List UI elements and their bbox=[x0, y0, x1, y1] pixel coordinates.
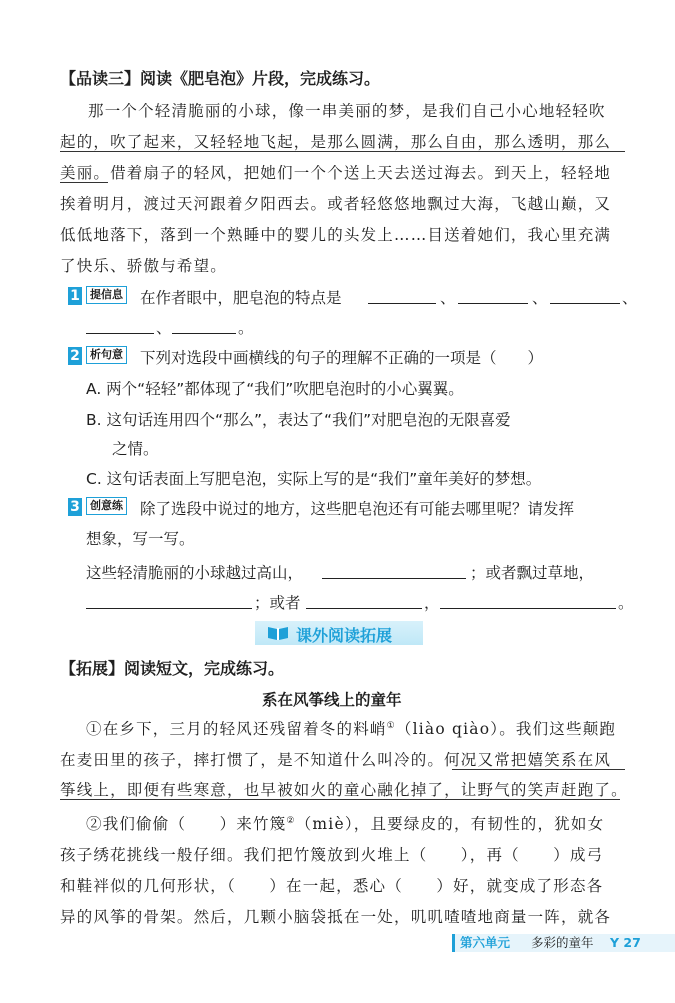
article-title: 系在风筝线上的童年 bbox=[262, 691, 402, 709]
q3-text-line-1: 除了选段中说过的地方，这些肥皂泡还有可能去哪里呢？请发挥 bbox=[140, 500, 575, 518]
q3-blank-3[interactable] bbox=[306, 608, 422, 609]
q3-fill-start: 这些轻清脆丽的小球越过高山， bbox=[86, 564, 304, 582]
q1-sep-1: 、 bbox=[440, 289, 456, 307]
q1-blank-2[interactable] bbox=[458, 303, 528, 304]
passage-line-4: 挨着明月，渡过天河跟着夕阳西去。或者轻悠悠地飘过大海，飞越山巅，又 bbox=[60, 195, 612, 213]
article-p2-line-1 bbox=[86, 812, 604, 834]
passage-line-5: 低低地落下，落到一个熟睡中的婴儿的头发上……目送着她们，我心里充满 bbox=[60, 226, 612, 244]
q3-fill-end: 。 bbox=[618, 594, 634, 612]
article-p2-line-1-rest: （miè），且要绿皮的，有韧性的，犹如女 bbox=[295, 815, 605, 833]
passage-line-3-rest: 借着扇子的轻风，把她们一个个送上天去送过海去。到天上，轻轻地 bbox=[110, 164, 612, 182]
section-band-title: 课外阅读拓展 bbox=[296, 626, 393, 645]
article-p1-line-1 bbox=[86, 717, 616, 739]
question-tag-chuangyilian: 创意练 bbox=[86, 497, 127, 515]
q1-blank-3[interactable] bbox=[550, 303, 620, 304]
open-book-icon bbox=[266, 624, 290, 642]
footnote-marker-1: ① bbox=[386, 720, 396, 731]
q2-option-b-cont: 之情。 bbox=[112, 440, 159, 458]
question-tag-xijuyi: 析句意 bbox=[86, 346, 127, 364]
question-number-3: 3 bbox=[68, 498, 82, 516]
q1-sep-2: 、 bbox=[532, 289, 548, 307]
footer-separator bbox=[452, 934, 455, 952]
q1-sep-3: 、 bbox=[622, 289, 638, 307]
q1-end: 。 bbox=[238, 319, 254, 337]
underline-line-3 bbox=[60, 182, 108, 183]
underline-p1-line-3 bbox=[60, 799, 620, 800]
footnote-marker-2: ② bbox=[286, 815, 296, 826]
article-p2-line-3: 和鞋袢似的几何形状，（ ）在一起，悉心（ ）好，就变成了形态各 bbox=[60, 877, 604, 895]
q3-blank-2[interactable] bbox=[86, 608, 252, 609]
article-p1-line-2 bbox=[60, 748, 611, 770]
article-p1-line-1-text: ①在乡下，三月的轻风还残留着冬的料峭 bbox=[86, 720, 387, 738]
q1-blank-4[interactable] bbox=[86, 333, 154, 334]
q1-blank-1[interactable] bbox=[368, 303, 436, 304]
passage-line-3-underlined: 美丽。 bbox=[60, 164, 111, 182]
q2-option-a[interactable]: A. 两个“轻轻”都体现了“我们”吹肥皂泡时的小心翼翼。 bbox=[86, 380, 464, 398]
underline-line-2 bbox=[60, 151, 625, 152]
article-p1-line-1-rest: （liào qiào）。我们这些颠跑 bbox=[395, 720, 617, 738]
question-tag-tixinxi: 提信息 bbox=[86, 286, 127, 304]
q3-fill-or: ；或者 bbox=[254, 594, 301, 612]
q2-option-b[interactable]: B. 这句话连用四个“那么”，表达了“我们”对肥皂泡的无限喜爱 bbox=[86, 411, 511, 429]
question-number-2: 2 bbox=[68, 347, 82, 365]
passage-line-2-underlined: 起的，吹了起来，又轻轻地飞起，是那么圆满，那么自由，那么透明，那么 bbox=[60, 133, 612, 151]
section-header-tuozhan: 【拓展】阅读短文，完成练习。 bbox=[60, 659, 285, 678]
underline-p1-line-2 bbox=[452, 769, 625, 770]
q3-text-line-2: 想象，写一写。 bbox=[86, 530, 195, 548]
question-number-1: 1 bbox=[68, 287, 82, 305]
page-number: Y 27 bbox=[610, 935, 641, 950]
q3-blank-4[interactable] bbox=[440, 608, 616, 609]
footer-unit: 第六单元 bbox=[460, 935, 511, 950]
q2-option-c[interactable]: C. 这句话表面上写肥皂泡，实际上写的是“我们”童年美好的梦想。 bbox=[86, 470, 542, 488]
q3-fill-mid: ；或者飘过草地， bbox=[470, 564, 595, 582]
q3-fill-comma: ， bbox=[424, 594, 440, 612]
footer-unit-name: 多彩的童年 bbox=[531, 935, 594, 950]
q1-text: 在作者眼中，肥皂泡的特点是 bbox=[140, 289, 342, 307]
q1-sep-4: 、 bbox=[156, 319, 172, 337]
passage-line-3 bbox=[60, 161, 611, 183]
section-header-pindu3: 【品读三】阅读《肥皂泡》片段，完成练习。 bbox=[60, 69, 381, 88]
q2-text[interactable]: 下列对选段中画横线的句子的理解不正确的一项是（ ） bbox=[140, 349, 544, 367]
article-p2-line-2: 孩子绣花挑线一般仔细。我们把竹篾放到火堆上（ ），再（ ）成弓 bbox=[60, 846, 604, 864]
article-p2-line-4: 异的风筝的骨架。然后，几颗小脑袋抵在一处，叽叽喳喳地商量一阵，就各 bbox=[60, 908, 612, 926]
q1-blank-5[interactable] bbox=[172, 333, 236, 334]
passage-line-6: 了快乐、骄傲与希望。 bbox=[60, 257, 228, 275]
passage-line-1: 那一个个轻清脆丽的小球，像一串美丽的梦，是我们自己小心地轻轻吹 bbox=[88, 102, 606, 120]
q3-blank-1[interactable] bbox=[322, 578, 466, 579]
article-p2-line-1-text: ②我们偷偷（ ）来竹篾 bbox=[86, 815, 287, 833]
article-p1-line-2b-underlined: 何况又常把嬉笑系在风 bbox=[444, 751, 612, 769]
article-p1-line-3: 筝线上，即便有些寒意，也早被如火的童心融化掉了，让野气的笑声赶跑了。 bbox=[60, 781, 628, 799]
article-p1-line-2a: 在麦田里的孩子，摔打惯了，是不知道什么叫冷的。 bbox=[60, 751, 445, 769]
